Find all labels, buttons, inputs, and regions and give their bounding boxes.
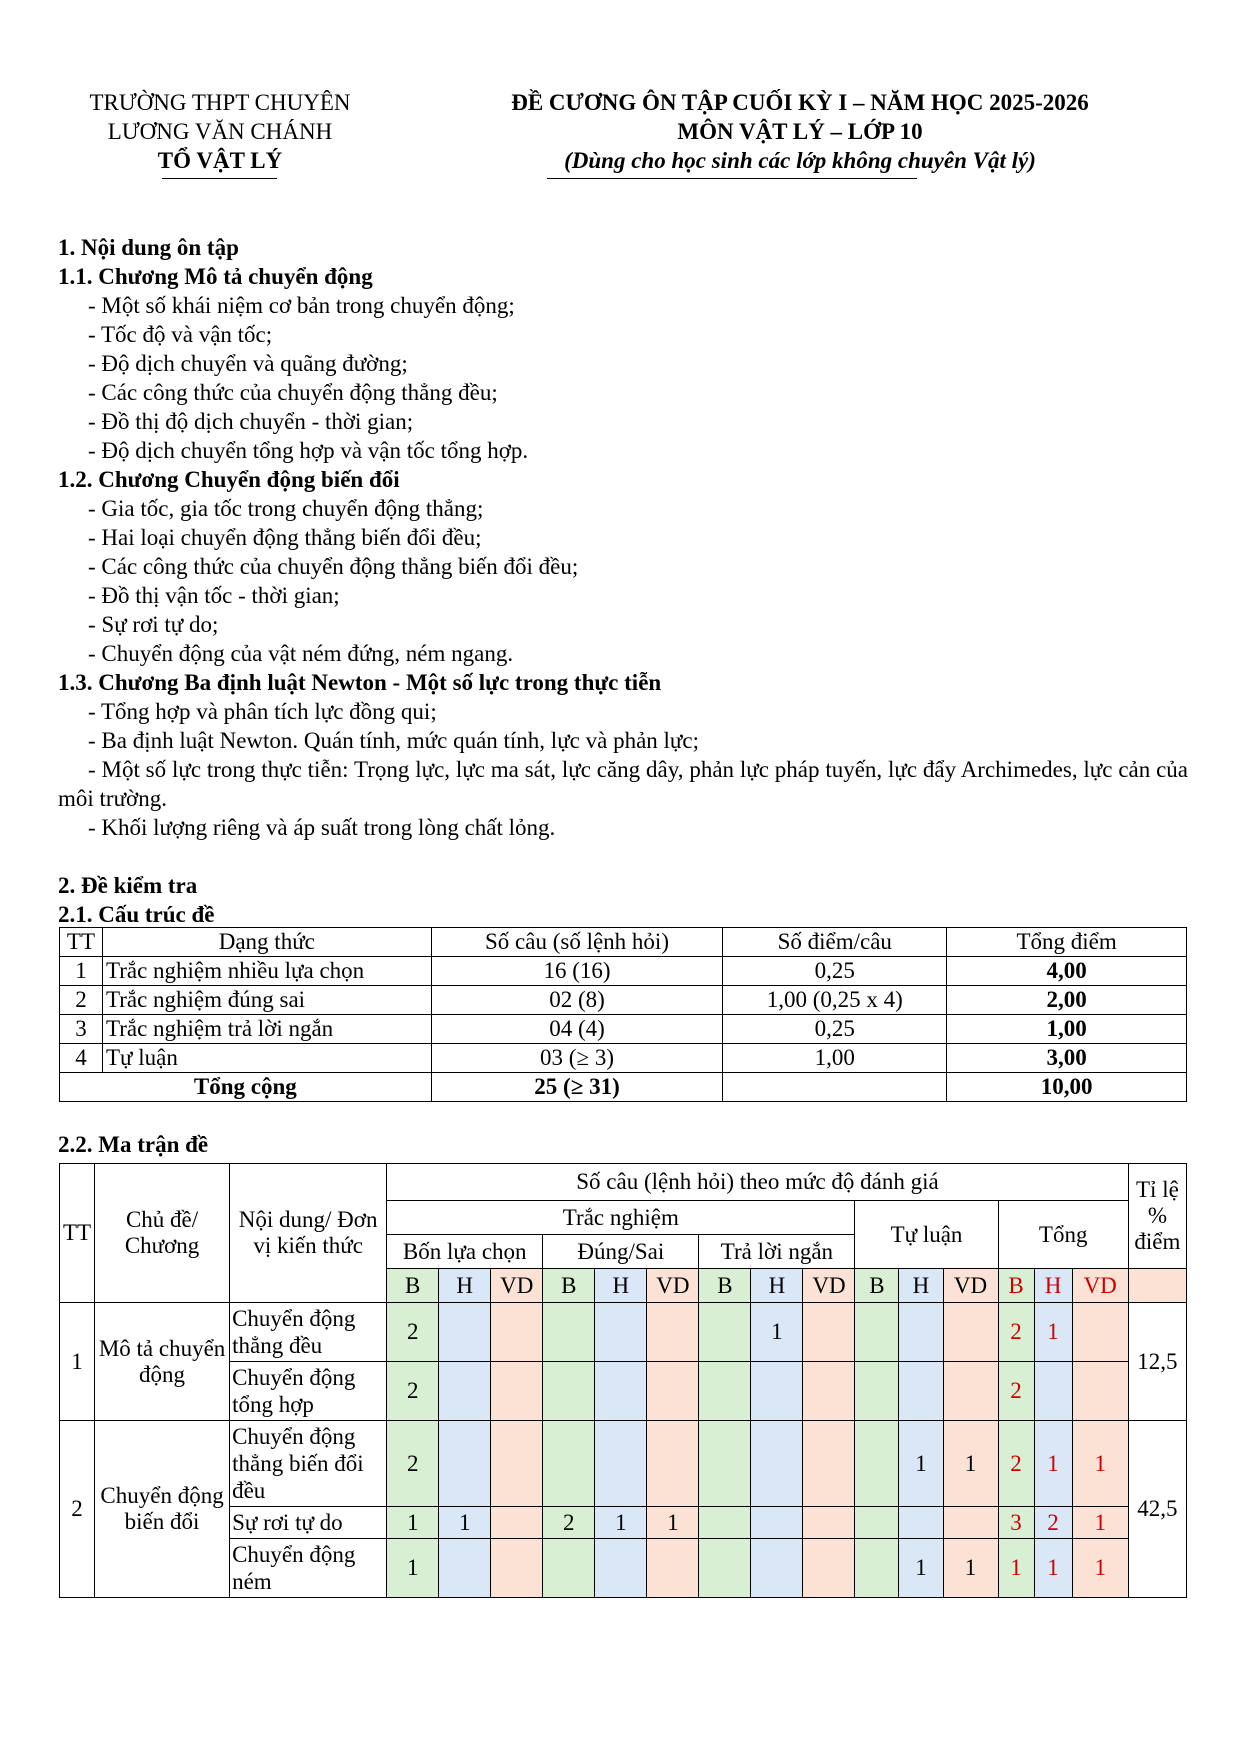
list-item: - Độ dịch chuyển và quãng đường; (88, 351, 408, 376)
content-cell: Chuyển động thẳng biến đổi đều (230, 1421, 387, 1507)
row-number: 1 (60, 1303, 95, 1421)
count-cell (899, 1362, 943, 1421)
count-cell: 2 (387, 1421, 439, 1507)
list-item: - Đồ thị vận tốc - thời gian; (88, 583, 340, 608)
list-item: - Sự rơi tự do; (88, 612, 219, 637)
count-cell (855, 1362, 899, 1421)
header-cell: Đúng/Sai (543, 1235, 699, 1269)
document-header (0, 88, 1241, 188)
table-cell: Trắc nghiệm nhiều lựa chọn (102, 957, 431, 986)
count-cell: 2 (387, 1362, 439, 1421)
total-label: Tổng cộng (60, 1073, 432, 1102)
level-cell: H (751, 1269, 803, 1303)
table-cell: 02 (8) (431, 986, 723, 1015)
header-cell: Trắc nghiệm (387, 1201, 855, 1235)
count-cell (699, 1421, 751, 1507)
total-cell: 2 (998, 1421, 1034, 1507)
count-cell (899, 1303, 943, 1362)
table-cell: 1,00 (947, 1015, 1187, 1044)
list-item: - Một số lực trong thực tiễn: Trọng lực, lực ma sát, lực căng dây, phản lực pháp tuyến, lực đẩy Archimedes, lực cản của môi trường. (58, 757, 1188, 811)
count-cell (751, 1421, 803, 1507)
content-cell: Chuyển động tổng hợp (230, 1362, 387, 1421)
count-cell (595, 1362, 647, 1421)
count-cell (855, 1539, 899, 1598)
exam-matrix-table (59, 1163, 1187, 1598)
list-item: - Tổng hợp và phân tích lực đồng qui; (88, 699, 437, 724)
count-cell (699, 1539, 751, 1598)
count-cell: 1 (387, 1539, 439, 1598)
count-cell (699, 1507, 751, 1539)
level-cell: B (543, 1269, 595, 1303)
list-item: - Chuyển động của vật ném đứng, ném ngang. (88, 641, 514, 666)
table-row (60, 1421, 1187, 1507)
table-cell: 2 (60, 986, 103, 1015)
count-cell: 2 (543, 1507, 595, 1539)
count-cell (491, 1362, 543, 1421)
table-row (60, 1044, 1187, 1073)
list-item: - Hai loại chuyển động thẳng biến đổi đều; (88, 525, 482, 550)
total-cell: 1 (998, 1539, 1034, 1598)
exam-structure-table (59, 927, 1187, 1102)
total-cell: 3 (998, 1507, 1034, 1539)
document-note: (Dùng cho học sinh các lớp không chuyên Vật lý) (564, 148, 1036, 173)
count-cell (491, 1303, 543, 1362)
level-cell: VD (1072, 1269, 1128, 1303)
count-cell (595, 1303, 647, 1362)
department-underline (162, 178, 277, 179)
total-questions: 25 (≥ 31) (431, 1073, 723, 1102)
count-cell (647, 1421, 699, 1507)
total-cell: 2 (998, 1303, 1034, 1362)
review-content (58, 233, 1188, 929)
count-cell (543, 1362, 595, 1421)
header-cell: Chủ đề/ Chương (95, 1164, 230, 1303)
header-cell: Tự luận (855, 1201, 998, 1269)
table-cell: 3,00 (947, 1044, 1187, 1073)
count-cell (595, 1539, 647, 1598)
count-cell (543, 1421, 595, 1507)
header-cell: Tỉ lệ % điểm (1128, 1164, 1186, 1269)
total-cell: 1 (1072, 1421, 1128, 1507)
section-title: 1. Nội dung ôn tập (58, 235, 239, 260)
count-cell: 1 (647, 1507, 699, 1539)
table-row (60, 986, 1187, 1015)
table-cell: 4 (60, 1044, 103, 1073)
count-cell (803, 1303, 855, 1362)
document-subtitle: MÔN VẬT LÝ – LỚP 10 (677, 119, 923, 144)
header-cell: Số điểm/câu (723, 928, 947, 957)
count-cell (855, 1421, 899, 1507)
header-cell: Bốn lựa chọn (387, 1235, 543, 1269)
count-cell (943, 1362, 998, 1421)
list-item: - Các công thức của chuyển động thẳng đều; (88, 380, 498, 405)
ratio-cell: 12,5 (1128, 1303, 1186, 1421)
count-cell (751, 1362, 803, 1421)
total-cell: 1 (1034, 1421, 1072, 1507)
header-cell: Số câu (số lệnh hỏi) (431, 928, 723, 957)
level-cell: VD (647, 1269, 699, 1303)
total-cell: 1 (1072, 1539, 1128, 1598)
table-cell: 0,25 (723, 957, 947, 986)
header-cell: Số câu (lệnh hỏi) theo mức độ đánh giá (387, 1164, 1129, 1201)
total-cell (1072, 1303, 1128, 1362)
level-cell: H (595, 1269, 647, 1303)
table-header-row (60, 928, 1187, 957)
count-cell (439, 1421, 491, 1507)
table-cell: Trắc nghiệm đúng sai (102, 986, 431, 1015)
header-cell: Dạng thức (102, 928, 431, 957)
level-cell: H (899, 1269, 943, 1303)
count-cell (803, 1362, 855, 1421)
count-cell (855, 1507, 899, 1539)
count-cell: 1 (387, 1507, 439, 1539)
count-cell (595, 1421, 647, 1507)
topic-cell: Chuyển động biến đổi (95, 1421, 230, 1598)
header-cell: Tổng (998, 1201, 1128, 1269)
list-item: - Khối lượng riêng và áp suất trong lòng chất lỏng. (88, 815, 556, 840)
count-cell (439, 1539, 491, 1598)
list-item: - Tốc độ và vận tốc; (88, 322, 273, 347)
count-cell: 1 (899, 1539, 943, 1598)
table-row (60, 1015, 1187, 1044)
count-cell: 1 (943, 1539, 998, 1598)
header-cell: Tổng điểm (947, 928, 1187, 957)
count-cell: 1 (751, 1303, 803, 1362)
total-cell: 1 (1072, 1507, 1128, 1539)
count-cell (803, 1539, 855, 1598)
total-points-per (723, 1073, 947, 1102)
content-cell: Chuyển động thẳng đều (230, 1303, 387, 1362)
total-score: 10,00 (947, 1073, 1187, 1102)
level-cell: B (699, 1269, 751, 1303)
total-cell: 1 (1034, 1539, 1072, 1598)
count-cell: 1 (439, 1507, 491, 1539)
table-cell: 3 (60, 1015, 103, 1044)
count-cell (803, 1421, 855, 1507)
table-cell: 1 (60, 957, 103, 986)
list-item: - Ba định luật Newton. Quán tính, mức quán tính, lực và phản lực; (88, 728, 699, 753)
count-cell (543, 1539, 595, 1598)
count-cell (943, 1507, 998, 1539)
table-cell: 1,00 (0,25 x 4) (723, 986, 947, 1015)
list-item: - Các công thức của chuyển động thẳng biến đổi đều; (88, 554, 579, 579)
count-cell (699, 1362, 751, 1421)
count-cell: 1 (943, 1421, 998, 1507)
count-cell (699, 1303, 751, 1362)
list-item: - Gia tốc, gia tốc trong chuyển động thẳng; (88, 496, 484, 521)
count-cell (803, 1507, 855, 1539)
content-cell: Chuyển động ném (230, 1539, 387, 1598)
table-cell: 2,00 (947, 986, 1187, 1015)
empty-cell (1128, 1269, 1186, 1303)
table-row (60, 1303, 1187, 1362)
table-cell: 4,00 (947, 957, 1187, 986)
total-cell: 1 (1034, 1303, 1072, 1362)
school-name-line2: LƯƠNG VĂN CHÁNH (107, 119, 333, 144)
list-item: - Một số khái niệm cơ bản trong chuyển động; (88, 293, 515, 318)
count-cell (647, 1303, 699, 1362)
level-cell: VD (943, 1269, 998, 1303)
total-cell: 2 (998, 1362, 1034, 1421)
matrix-title: 2.2. Ma trận đề (58, 1132, 209, 1157)
count-cell: 1 (595, 1507, 647, 1539)
topic-cell: Mô tả chuyển động (95, 1303, 230, 1421)
table-cell: Trắc nghiệm trả lời ngắn (102, 1015, 431, 1044)
count-cell (439, 1362, 491, 1421)
level-cell: B (998, 1269, 1034, 1303)
count-cell (855, 1303, 899, 1362)
count-cell (491, 1421, 543, 1507)
header-cell: TT (60, 1164, 95, 1303)
count-cell (943, 1303, 998, 1362)
school-name-line1: TRƯỜNG THPT CHUYÊN (89, 90, 351, 115)
table-cell: 0,25 (723, 1015, 947, 1044)
table-cell: 16 (16) (431, 957, 723, 986)
table-cell: 03 (≥ 3) (431, 1044, 723, 1073)
document-title: ĐỀ CƯƠNG ÔN TẬP CUỐI KỲ I – NĂM HỌC 2025-2026 (511, 90, 1089, 115)
total-cell: 2 (1034, 1507, 1072, 1539)
chapter-title: 1.3. Chương Ba định luật Newton - Một số lực trong thực tiễn (58, 670, 662, 695)
list-item: - Đồ thị độ dịch chuyển - thời gian; (88, 409, 414, 434)
count-cell (751, 1507, 803, 1539)
table-cell: 04 (4) (431, 1015, 723, 1044)
total-row (60, 1073, 1187, 1102)
total-cell (1072, 1362, 1128, 1421)
level-cell: VD (803, 1269, 855, 1303)
level-cell: H (439, 1269, 491, 1303)
section-title: 2. Đề kiểm tra (58, 873, 198, 898)
title-underline (547, 178, 917, 179)
count-cell (543, 1303, 595, 1362)
count-cell (491, 1539, 543, 1598)
count-cell (899, 1507, 943, 1539)
header-cell: Trả lời ngắn (699, 1235, 855, 1269)
table-cell: 1,00 (723, 1044, 947, 1073)
header-cell: Nội dung/ Đơn vị kiến thức (230, 1164, 387, 1303)
department-name: TỔ VẬT LÝ (157, 148, 283, 173)
structure-title: 2.1. Cấu trúc đề (58, 902, 215, 927)
level-cell: VD (491, 1269, 543, 1303)
ratio-cell: 42,5 (1128, 1421, 1186, 1598)
list-item: - Độ dịch chuyển tổng hợp và vận tốc tổng hợp. (88, 438, 529, 463)
count-cell: 1 (899, 1421, 943, 1507)
table-row (60, 957, 1187, 986)
table-cell: Tự luận (102, 1044, 431, 1073)
count-cell (439, 1303, 491, 1362)
chapter-title: 1.1. Chương Mô tả chuyển động (58, 264, 373, 289)
count-cell (751, 1539, 803, 1598)
level-cell: B (855, 1269, 899, 1303)
chapter-title: 1.2. Chương Chuyển động biến đổi (58, 467, 400, 492)
level-cell: B (387, 1269, 439, 1303)
row-number: 2 (60, 1421, 95, 1598)
level-cell: H (1034, 1269, 1072, 1303)
total-cell (1034, 1362, 1072, 1421)
matrix-header-row (60, 1164, 1187, 1201)
count-cell (647, 1539, 699, 1598)
count-cell (647, 1362, 699, 1421)
count-cell (491, 1507, 543, 1539)
content-cell: Sự rơi tự do (230, 1507, 387, 1539)
header-cell: TT (60, 928, 103, 957)
count-cell: 2 (387, 1303, 439, 1362)
